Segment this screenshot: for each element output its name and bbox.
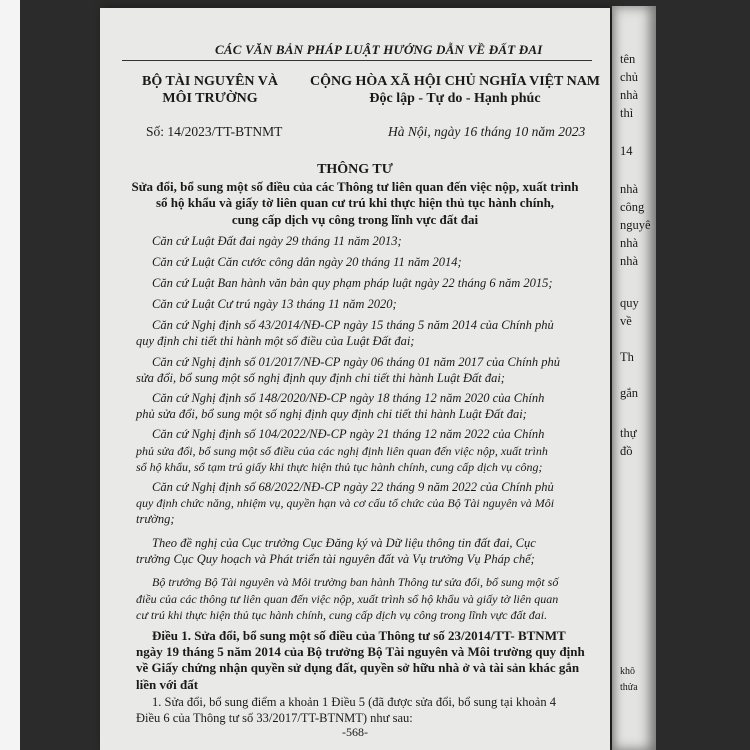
legal-basis-line: phủ sửa đổi, bổ sung một số nghị định quy định chi tiết thi hành Luật Đất đai; <box>136 407 527 422</box>
facing-fragment: nguyê <box>620 218 651 232</box>
article-1-heading: Điều 1. Sửa đổi, bổ sung một số điều của Thông tư số 23/2014/TT- BTNMT <box>152 627 566 643</box>
facing-page <box>612 6 656 750</box>
article-1-heading: ngày 19 tháng 5 năm 2014 của Bộ trưởng Bộ Tài nguyên và Môi trường quy định <box>136 644 585 660</box>
legal-basis-line: trường; <box>136 512 175 527</box>
article-1-heading: liền với đất <box>136 676 199 692</box>
running-header: CÁC VĂN BẢN PHÁP LUẬT HƯỚNG DẪN VỀ ĐẤT ĐAI <box>215 42 543 57</box>
nation-motto: Độc lập - Tự do - Hạnh phúc <box>369 91 541 107</box>
facing-fragment: gắn <box>620 386 639 400</box>
legal-basis-line: Căn cứ Nghị định số 43/2014/NĐ-CP ngày 15 tháng 5 năm 2014 của Chính phủ <box>152 317 554 332</box>
facing-fragment: 14 <box>620 144 633 158</box>
facing-fragment: Th <box>620 350 634 364</box>
enactment-line: cư trú khi thực hiện thủ tục hành chính, cung cấp dịch vụ công trong lĩnh vực đất đai. <box>136 607 548 622</box>
facing-fragment: khô <box>620 666 635 677</box>
legal-basis-line: Căn cứ Luật Đất đai ngày 29 tháng 11 năm 2013; <box>152 233 402 248</box>
legal-basis-line: sổ hộ khẩu, sổ tạm trú giấy khi thực hiện thủ tục hành chính, cung cấp dịch vụ công; <box>136 459 543 474</box>
legal-basis-line: Căn cứ Nghị định số 104/2022/NĐ-CP ngày 21 tháng 12 năm 2022 của Chính <box>152 427 545 442</box>
document-number: Số: 14/2023/TT-BTNMT <box>146 123 283 139</box>
facing-fragment: về <box>620 314 632 328</box>
legal-basis-line: Căn cứ Luật Căn cước công dân ngày 20 tháng 11 năm 2014; <box>152 254 462 269</box>
title-line: sổ hộ khẩu và giấy tờ liên quan cư trú khi thực hiện thủ tục hành chính, <box>155 195 555 211</box>
facing-fragment: thì <box>620 106 634 120</box>
article-1-heading: về Giấy chứng nhận quyền sử dụng đất, quyền sở hữu nhà ở và tài sản khác gắn <box>136 660 580 676</box>
proposal-line: Theo đề nghị của Cục trưởng Cục Đăng ký và Dữ liệu thông tin đất đai, Cục <box>152 536 536 551</box>
legal-basis-line: quy định chức năng, nhiệm vụ, quyền hạn và cơ cấu tổ chức của Bộ Tài nguyên và Môi <box>136 496 555 511</box>
legal-basis-line: phủ sửa đổi, bổ sung một số điều của các nghị định liên quan đến việc nộp, xuất trình <box>136 443 548 458</box>
page-number: -568- <box>342 725 368 740</box>
issuer-line2: MÔI TRƯỜNG <box>162 91 258 107</box>
facing-fragment: nhà <box>620 182 639 196</box>
document-page <box>100 8 610 750</box>
legal-basis-line: Căn cứ Nghị định số 01/2017/NĐ-CP ngày 06 tháng 01 năm 2017 của Chính phủ <box>152 354 560 369</box>
title-line: cung cấp dịch vụ công trong lĩnh vực đất đai <box>231 211 479 227</box>
header-rule <box>122 60 592 61</box>
enactment-line: điều của các thông tư liên quan đến việc nộp, xuất trình sổ hộ khẩu và giấy tờ liên quan <box>136 591 559 606</box>
document-type: THÔNG TƯ <box>317 161 393 177</box>
legal-basis-line: Căn cứ Luật Cư trú ngày 13 tháng 11 năm 2020; <box>152 296 397 311</box>
clause-1-line: 1. Sửa đổi, bổ sung điểm a khoản 1 Điều 5 (đã được sửa đổi, bổ sung tại khoản 4 <box>152 694 556 709</box>
facing-fragment: công <box>620 200 645 214</box>
facing-fragment: đồ <box>620 444 633 458</box>
facing-fragment: nhà <box>620 236 639 250</box>
facing-fragment: thửa <box>620 682 638 693</box>
facing-fragment: nhà <box>620 254 639 268</box>
legal-basis-line: Căn cứ Nghị định số 148/2020/NĐ-CP ngày 18 tháng 12 năm 2020 của Chính <box>152 391 545 406</box>
place-and-date: Hà Nội, ngày 16 tháng 10 năm 2023 <box>388 123 586 139</box>
proposal-line: trưởng Cục Quy hoạch và Phát triển tài nguyên đất và Vụ trưởng Vụ Pháp chế; <box>136 552 535 567</box>
nation-title: CỘNG HÒA XÃ HỘI CHỦ NGHĨA VIỆT NAM <box>310 74 601 90</box>
legal-basis-line: sửa đổi, bổ sung một số nghị định quy định chi tiết thi hành Luật Đất đai; <box>136 371 505 386</box>
enactment-line: Bộ trưởng Bộ Tài nguyên và Môi trường ban hành Thông tư sửa đổi, bổ sung một số <box>152 575 559 590</box>
facing-fragment: tên <box>620 52 636 66</box>
legal-basis-line: Căn cứ Luật Ban hành văn bản quy phạm pháp luật ngày 22 tháng 6 năm 2015; <box>152 275 553 290</box>
facing-fragment: chủ <box>620 70 639 84</box>
issuer-line1: BỘ TÀI NGUYÊN VÀ <box>141 74 278 90</box>
legal-basis-line: Căn cứ Nghị định số 68/2022/NĐ-CP ngày 22 tháng 9 năm 2022 của Chính phủ <box>152 479 554 494</box>
facing-fragment: thự <box>620 426 637 440</box>
title-line: Sửa đổi, bổ sung một số điều của các Thông tư liên quan đến việc nộp, xuất trình <box>131 179 579 195</box>
legal-basis-line: quy định chi tiết thi hành một số điều của Luật Đất đai; <box>136 333 415 348</box>
clause-1-line: Điều 6 của Thông tư số 33/2017/TT-BTNMT) như sau: <box>136 711 413 725</box>
facing-fragment: nhà <box>620 88 639 102</box>
facing-fragment: quy <box>620 296 639 310</box>
